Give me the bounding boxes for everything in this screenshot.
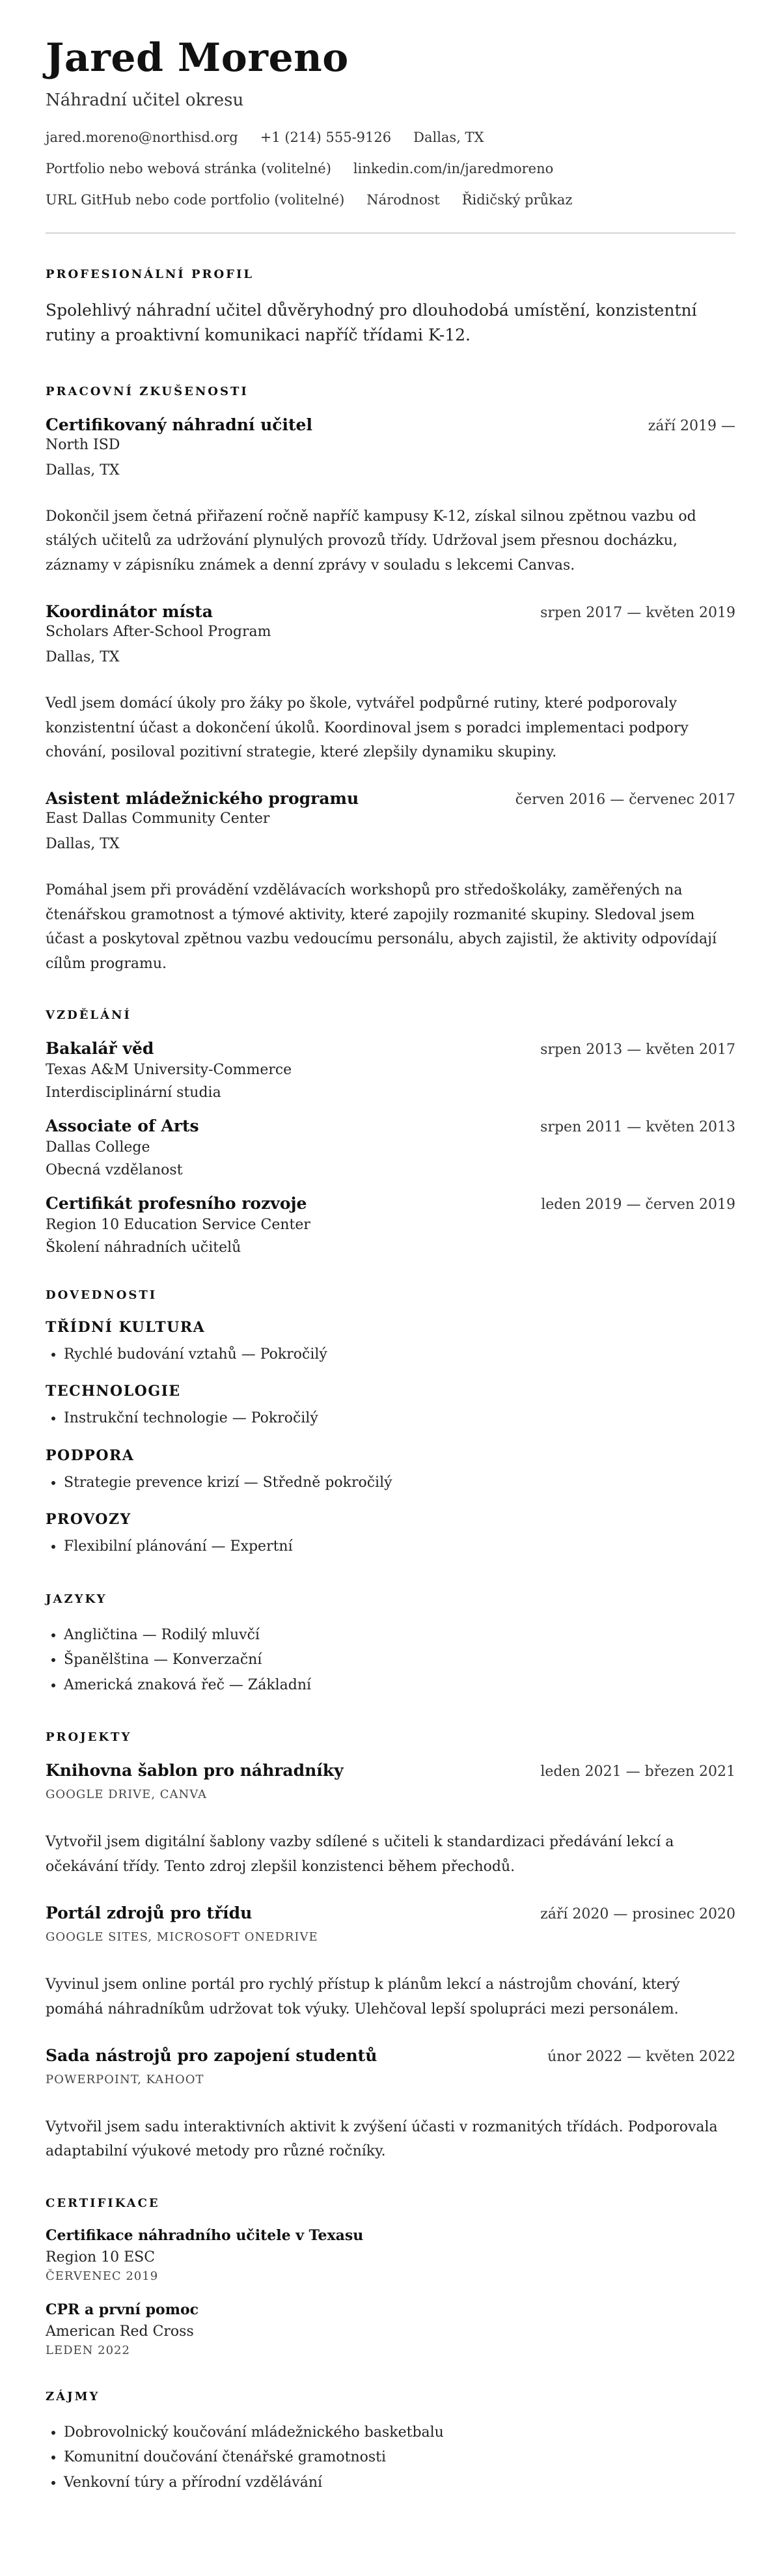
job-location: Dallas, TX	[46, 649, 120, 666]
github-link[interactable]: URL GitHub nebo code portfolio (volitelné)	[46, 192, 345, 208]
linkedin-link[interactable]: linkedin.com/in/jaredmoreno	[353, 161, 554, 176]
job-date: červen 2016 — červenec 2017	[515, 792, 735, 809]
certification-date: LEDEN 2022	[46, 2343, 130, 2357]
education-section	[46, 1008, 735, 1256]
project-date: září 2020 — prosinec 2020	[540, 1906, 735, 1923]
certification-name: Certifikace náhradního učitele v Texasu	[46, 2226, 364, 2244]
skill-category: PODPORA	[46, 1447, 135, 1464]
field-of-study: Interdisciplinární studia	[46, 1084, 221, 1101]
profile-section	[46, 268, 735, 347]
employer: Scholars After-School Program	[46, 624, 271, 641]
skill-group	[46, 1319, 735, 1368]
contact-row-3	[46, 192, 735, 208]
project-description: Vytvořil jsem digitální šablony vazby sdílené s učiteli k standardizaci předávání lekcí a očekávání třídy. Tento zdroj zlepšil konzistenci během přechodů.	[46, 1834, 674, 1875]
job-description: Dokončil jsem četná přiřazení ročně napříč kampusy K-12, získal silnou zpětnou vazbu od stálých učitelů za udržování plynulých provozů třídy. Udržoval jsem přesnou docházku, záznamy v zápisníku známek a denní zprávy v souladu s lekcemi Canvas.	[46, 508, 696, 574]
job-description: Vedl jsem domácí úkoly pro žáky po škole, vytvářel podpůrné rutiny, které podporovaly konzistentní účast a dokončení úkolů. Koordinoval jsem s poradci implementaci podpory chování, posiloval pozitivní strategie, které zlepšily dynamiku skupiny.	[46, 695, 689, 760]
project-entry	[46, 1904, 735, 2021]
project-tools: GOOGLE SITES, MICROSOFT ONEDRIVE	[46, 1930, 318, 1945]
certification-entry	[46, 2301, 735, 2357]
employer: East Dallas Community Center	[46, 810, 270, 827]
field-of-study: Školení náhradních učitelů	[46, 1239, 241, 1256]
project-description: Vytvořil jsem sadu interaktivních aktivit k zvýšení účasti v rozmanitých třídách. Podporovala adaptabilní výukové metody pro různé ročníky.	[46, 2118, 718, 2160]
experience-entry	[46, 602, 735, 764]
job-title: Asistent mládežnického programu	[46, 789, 359, 809]
degree-title: Certifikát profesního rozvoje	[46, 1193, 307, 1213]
section-title-education: VZDĚLÁNÍ	[46, 1008, 131, 1022]
interest-item: • Dobrovolnický koučování mládežnického basketbalu	[64, 2420, 735, 2446]
project-tools: POWERPOINT, KAHOOT	[46, 2072, 204, 2086]
experience-entry	[46, 415, 735, 577]
degree-title: Associate of Arts	[46, 1116, 199, 1135]
email-link[interactable]: jared.moreno@northisd.org	[46, 130, 238, 145]
project-description: Vyvinul jsem online portál pro rychlý přístup k plánům lekcí a nástrojům chování, který pomáhá náhradníkům udržovat tok výuky. Ulehčoval lepší spolupráci mezi personálem.	[46, 1976, 680, 2017]
certification-issuer: American Red Cross	[46, 2323, 194, 2340]
skill-item: • Rychlé budování vztahů — Pokročilý	[64, 1342, 735, 1368]
interest-item: • Komunitní doučování čtenářské gramotnosti	[64, 2445, 735, 2471]
interest-item: • Venkovní túry a přírodní vzdělávání	[64, 2471, 735, 2496]
portfolio-link[interactable]: Portfolio nebo webová stránka (volitelné)	[46, 161, 331, 176]
project-tools: GOOGLE DRIVE, CANVA	[46, 1788, 208, 1802]
experience-section	[46, 385, 735, 976]
education-date: leden 2019 — červen 2019	[541, 1196, 735, 1213]
section-title-interests: ZÁJMY	[46, 2389, 100, 2403]
language-item: • Americká znaková řeč — Základní	[64, 1673, 735, 1698]
project-title: Portál zdrojů pro třídu	[46, 1904, 253, 1923]
drivers-license-text: Řidičský průkaz	[461, 192, 573, 208]
phone-link[interactable]: +1 (214) 555-9126	[260, 130, 392, 145]
section-title-languages: JAZYKY	[46, 1592, 107, 1606]
section-title-experience: PRACOVNÍ ZKUŠENOSTI	[46, 385, 249, 398]
job-description: Pomáhal jsem při provádění vzdělávacích workshopů pro středoškoláky, zaměřených na čtenářskou gramotnost a týmové aktivity, které zapojily rozmanité skupiny. Sledoval jsem účast a poskytoval zpětnou vazbu vedoucímu personálu, abych zajistil, že aktivity odpovídají cílům programu.	[46, 882, 717, 972]
education-entry	[46, 1194, 735, 1256]
job-title: Koordinátor místa	[46, 602, 213, 622]
certification-date: ČERVENEC 2019	[46, 2269, 159, 2283]
projects-section	[46, 1730, 735, 2163]
location-text: Dallas, TX	[413, 130, 484, 145]
school-name: Region 10 Education Service Center	[46, 1216, 310, 1233]
job-location: Dallas, TX	[46, 462, 120, 478]
skill-category: PROVOZY	[46, 1511, 131, 1529]
experience-entry	[46, 789, 735, 976]
education-date: srpen 2013 — květen 2017	[540, 1041, 735, 1058]
skill-category: TECHNOLOGIE	[46, 1383, 181, 1400]
job-date: srpen 2017 — květen 2019	[540, 605, 735, 622]
job-title: Certifikovaný náhradní učitel	[46, 415, 312, 434]
skill-group	[46, 1447, 735, 1496]
skill-item: • Instrukční technologie — Pokročilý	[64, 1406, 735, 1432]
section-title-skills: DOVEDNOSTI	[46, 1288, 158, 1302]
resume-header	[46, 35, 735, 208]
project-date: leden 2021 — březen 2021	[540, 1764, 735, 1780]
field-of-study: Obecná vzdělanost	[46, 1161, 183, 1178]
nationality-text: Národnost	[366, 192, 440, 208]
header-divider	[46, 232, 735, 234]
certifications-section	[46, 2196, 735, 2357]
skill-group	[46, 1383, 735, 1432]
degree-title: Bakalář věd	[46, 1038, 154, 1058]
skill-category: TŘÍDNÍ KULTURA	[46, 1318, 206, 1336]
project-title: Knihovna šablon pro náhradníky	[46, 1761, 344, 1780]
certification-entry	[46, 2227, 735, 2283]
contact-row-1	[46, 130, 735, 145]
language-item: • Španělština — Konverzační	[64, 1648, 735, 1673]
languages-section	[46, 1592, 735, 1698]
section-title-certifications: CERTIFIKACE	[46, 2196, 160, 2210]
project-title: Sada nástrojů pro zapojení studentů	[46, 2045, 377, 2065]
skill-item: • Strategie prevence krizí — Středně pokročilý	[64, 1471, 735, 1496]
skills-section	[46, 1288, 735, 1560]
profile-text: Spolehlivý náhradní učitel důvěryhodný pro dlouhodobá umístění, konzistentní rutiny a proaktivní komunikaci napříč třídami K-12.	[46, 301, 697, 344]
candidate-name: Jared Moreno	[46, 35, 349, 81]
section-title-profile: PROFESIONÁLNÍ PROFIL	[46, 268, 254, 281]
project-entry	[46, 2046, 735, 2164]
certification-issuer: Region 10 ESC	[46, 2249, 156, 2265]
education-date: srpen 2011 — květen 2013	[540, 1118, 735, 1135]
candidate-role: Náhradní učitel okresu	[46, 90, 244, 110]
skill-item: • Flexibilní plánování — Expertní	[64, 1534, 735, 1560]
interests-section	[46, 2390, 735, 2496]
employer: North ISD	[46, 437, 120, 453]
education-entry	[46, 1116, 735, 1178]
school-name: Dallas College	[46, 1139, 150, 1156]
skill-group	[46, 1511, 735, 1560]
job-date: září 2019 —	[648, 418, 735, 434]
project-date: únor 2022 — květen 2022	[547, 2048, 735, 2065]
certification-name: CPR a první pomoc	[46, 2301, 199, 2318]
education-entry	[46, 1039, 735, 1101]
project-entry	[46, 1761, 735, 1879]
job-location: Dallas, TX	[46, 836, 120, 853]
school-name: Texas A&M University-Commerce	[46, 1061, 292, 1078]
language-item: • Angličtina — Rodilý mluvčí	[64, 1623, 735, 1648]
contact-row-2	[46, 161, 735, 176]
section-title-projects: PROJEKTY	[46, 1730, 132, 1745]
